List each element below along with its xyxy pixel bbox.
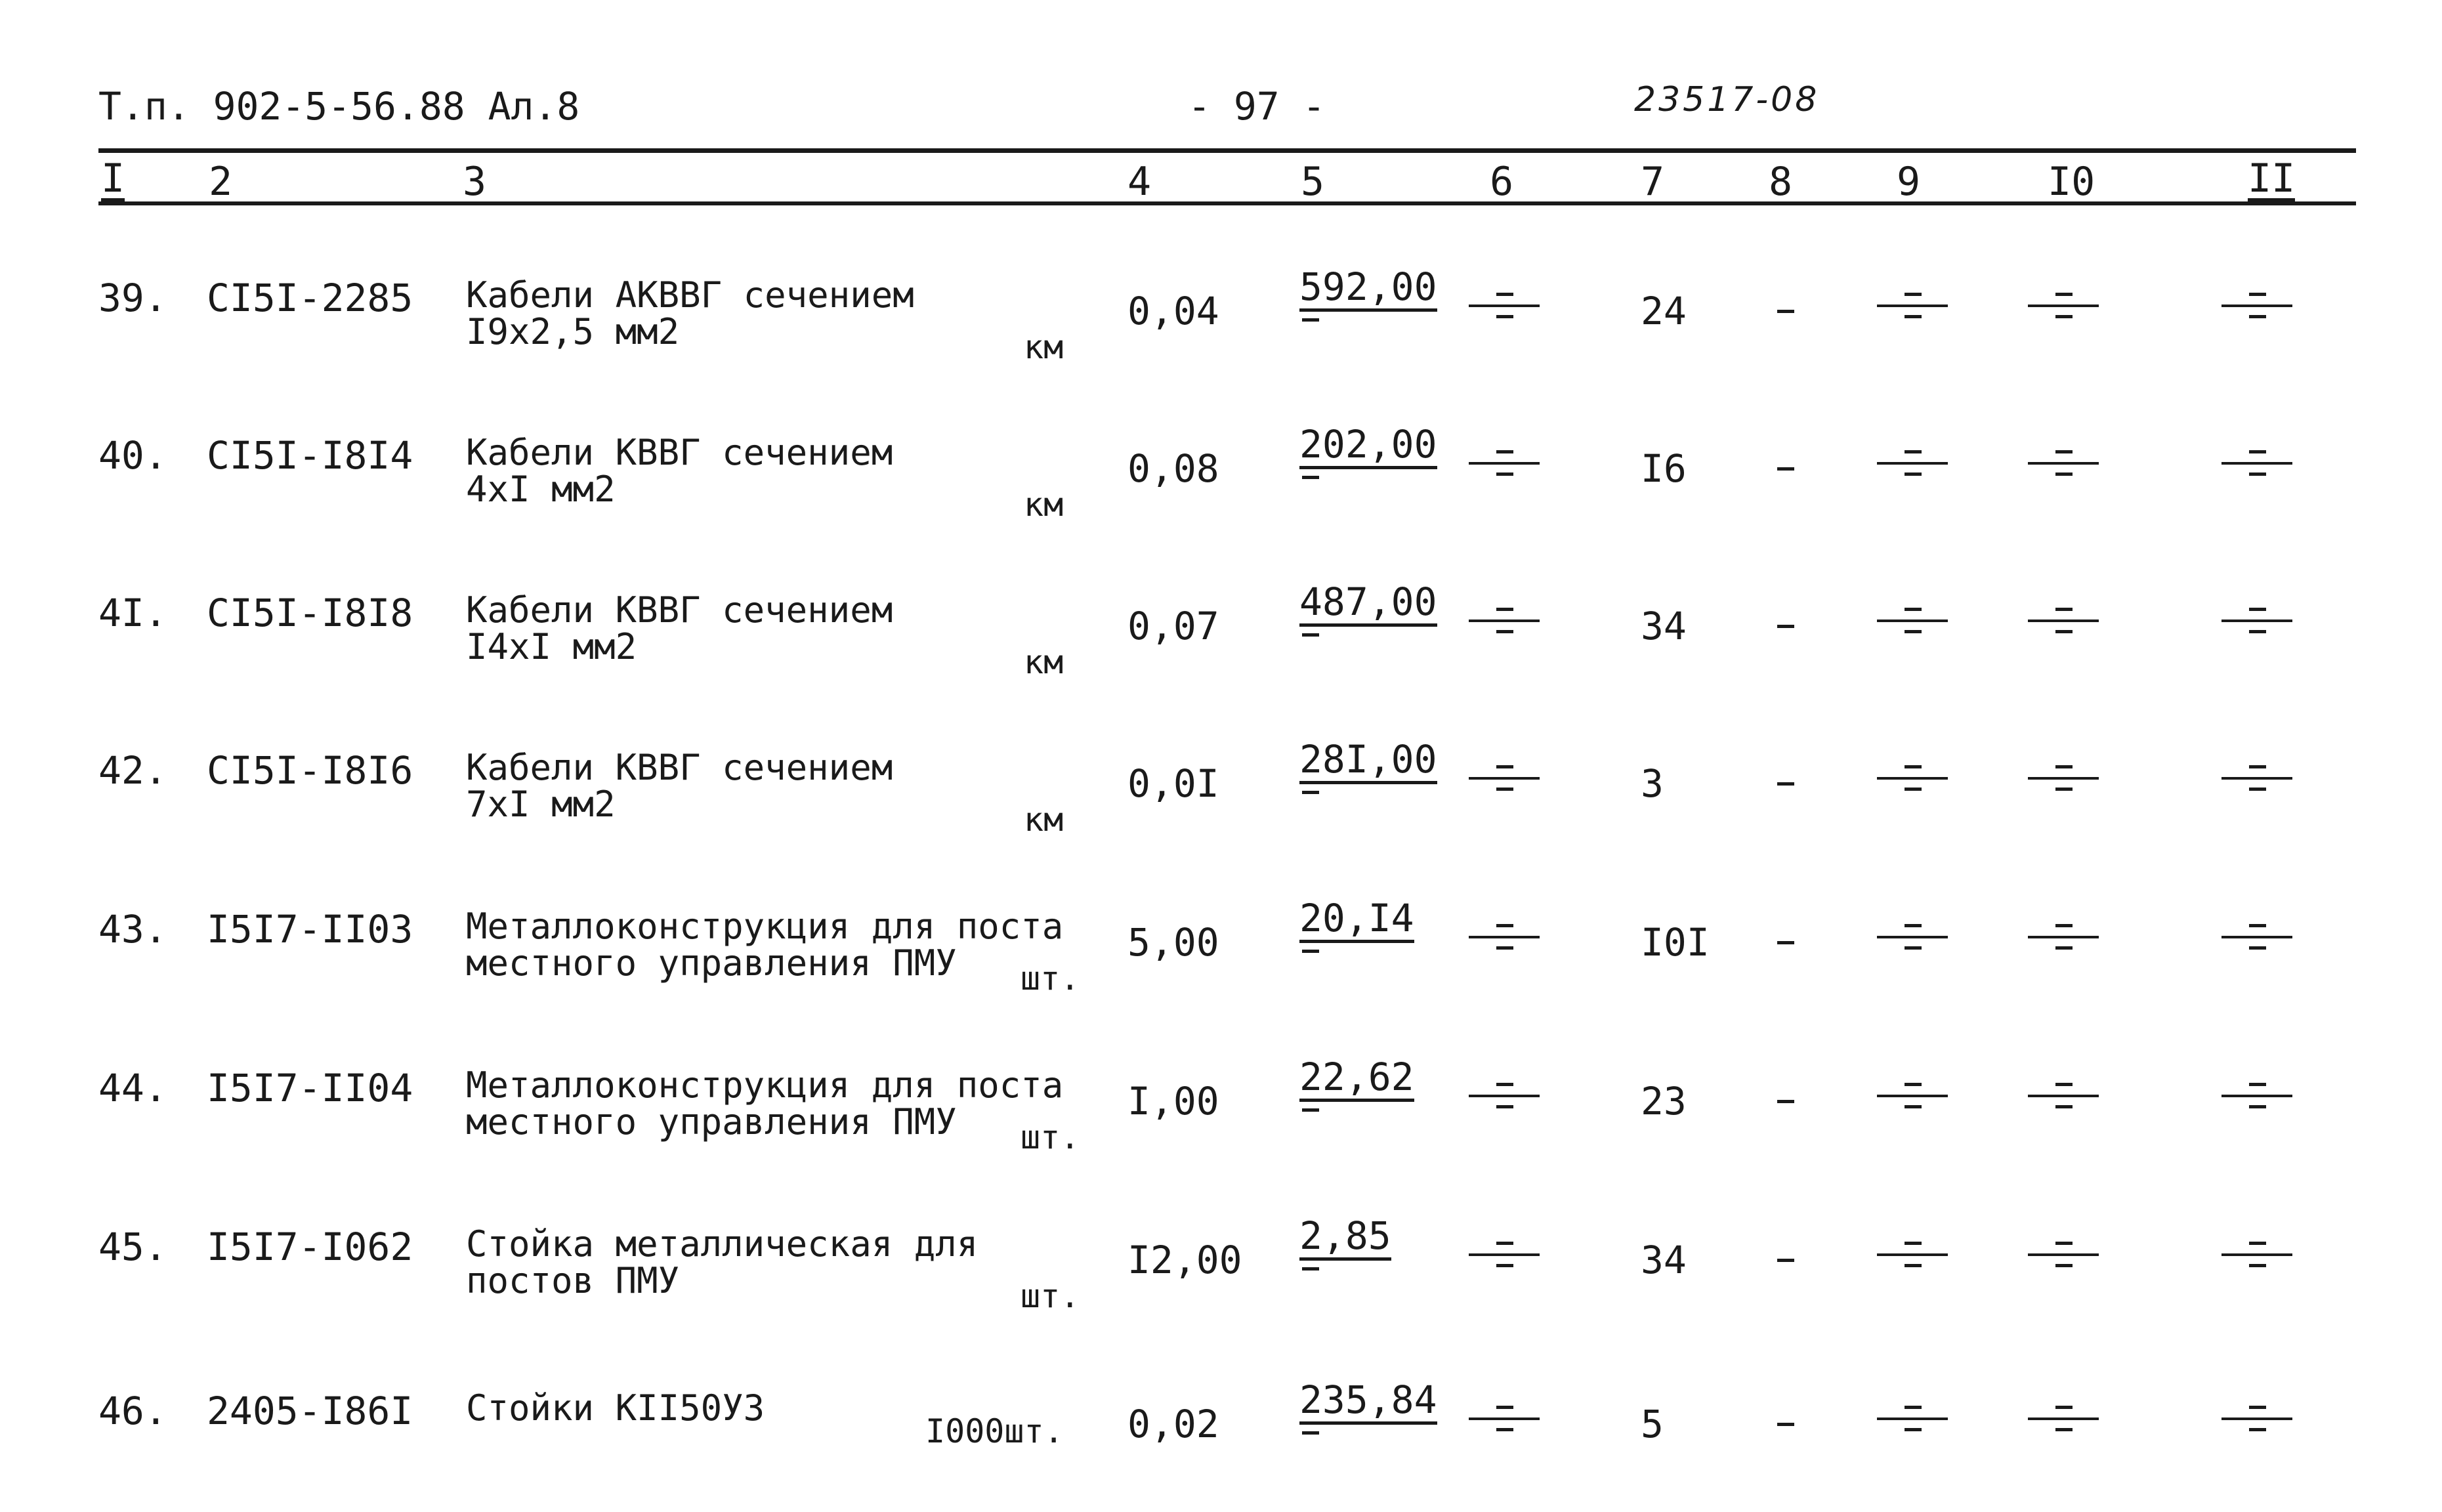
unit-of-measure: км bbox=[1024, 486, 1064, 524]
empty-mark-col9 bbox=[1877, 600, 1948, 639]
column-8-dash bbox=[1777, 625, 1794, 628]
row-number: 43. bbox=[98, 907, 167, 952]
column-7-value: 5 bbox=[1641, 1402, 1664, 1446]
empty-mark-col9 bbox=[1877, 442, 1948, 482]
unit-price bbox=[1299, 896, 1414, 963]
col-number-7: 7 bbox=[1641, 159, 1665, 205]
col-number-8: 8 bbox=[1769, 159, 1793, 205]
empty-mark-col11 bbox=[2221, 285, 2292, 324]
empty-mark-col11 bbox=[2221, 442, 2292, 482]
quantity: 0,08 bbox=[1127, 446, 1219, 491]
empty-mark-col10 bbox=[2028, 1234, 2099, 1273]
empty-mark-col9 bbox=[1877, 285, 1948, 324]
unit-of-measure: шт. bbox=[1021, 1118, 1080, 1156]
unit-of-measure: км bbox=[1024, 643, 1064, 681]
empty-mark-col10 bbox=[2028, 600, 2099, 639]
unit-price bbox=[1299, 579, 1437, 646]
empty-mark-col11 bbox=[2221, 600, 2292, 639]
unit-price bbox=[1299, 264, 1437, 331]
empty-mark-col10 bbox=[2028, 757, 2099, 797]
unit-of-measure: км bbox=[1024, 328, 1064, 366]
unit-of-measure: км bbox=[1024, 801, 1064, 839]
col-number-6: 6 bbox=[1490, 159, 1514, 205]
empty-mark-col10 bbox=[2028, 916, 2099, 956]
item-code: CI5I-I8I6 bbox=[207, 748, 413, 793]
description-line-1: Стойка металлическая для bbox=[466, 1223, 979, 1265]
header-bottom-rule bbox=[98, 201, 2356, 205]
unit-price-dash bbox=[1299, 1102, 1414, 1122]
item-code: CI5I-2285 bbox=[207, 276, 413, 320]
column-8-dash bbox=[1777, 310, 1794, 313]
item-code: 2405-I86I bbox=[207, 1389, 413, 1433]
unit-price bbox=[1299, 422, 1437, 489]
row-number: 39. bbox=[98, 276, 167, 320]
description-line-1: Кабели КВВГ сечением bbox=[466, 432, 893, 473]
col-number-1: I bbox=[101, 156, 125, 201]
description-line-1: Стойки КII50У3 bbox=[466, 1387, 765, 1429]
description-line-2: местного управления ПМУ bbox=[466, 1101, 957, 1143]
column-7-value: 3 bbox=[1641, 761, 1664, 806]
empty-mark-col10 bbox=[2028, 285, 2099, 324]
empty-mark-col6 bbox=[1469, 1234, 1540, 1273]
item-code: CI5I-I8I8 bbox=[207, 591, 413, 635]
column-8-dash bbox=[1777, 1259, 1794, 1262]
column-8-dash bbox=[1777, 941, 1794, 944]
item-code: I5I7-II04 bbox=[207, 1066, 413, 1110]
column-8-dash bbox=[1777, 1100, 1794, 1103]
col-number-10: I0 bbox=[2048, 159, 2095, 205]
description-line-2: 4хI мм2 bbox=[466, 469, 616, 510]
col-number-5: 5 bbox=[1301, 159, 1325, 205]
empty-mark-col9 bbox=[1877, 1234, 1948, 1273]
unit-price-value: 592,00 bbox=[1299, 268, 1437, 312]
empty-mark-col11 bbox=[2221, 1075, 2292, 1114]
column-8-dash bbox=[1777, 782, 1794, 786]
description-line-1: Кабели КВВГ сечением bbox=[466, 589, 893, 631]
unit-of-measure: I000шт. bbox=[925, 1412, 1064, 1450]
column-8-dash bbox=[1777, 467, 1794, 471]
header-top-rule bbox=[98, 148, 2356, 153]
description-line-2: I4хI мм2 bbox=[466, 626, 637, 667]
unit-price-dash bbox=[1299, 784, 1437, 804]
unit-price bbox=[1299, 1055, 1414, 1122]
col-number-3: 3 bbox=[463, 159, 487, 205]
row-number: 40. bbox=[98, 433, 167, 478]
description-line-1: Кабели КВВГ сечением bbox=[466, 747, 893, 788]
unit-price-value: 202,00 bbox=[1299, 425, 1437, 469]
quantity: 5,00 bbox=[1127, 920, 1219, 965]
unit-of-measure: шт. bbox=[1021, 959, 1080, 998]
column-7-value: I6 bbox=[1641, 446, 1687, 491]
col-number-9: 9 bbox=[1897, 159, 1921, 205]
unit-price-dash bbox=[1299, 312, 1437, 331]
quantity: 0,0I bbox=[1127, 761, 1219, 806]
empty-mark-col6 bbox=[1469, 600, 1540, 639]
col-number-4: 4 bbox=[1127, 159, 1152, 205]
unit-price-value: 487,00 bbox=[1299, 583, 1437, 627]
unit-price-dash bbox=[1299, 627, 1437, 646]
item-code: I5I7-I062 bbox=[207, 1225, 413, 1269]
description-line-1: Металлоконструкция для поста bbox=[466, 1064, 1064, 1106]
unit-price-value: 28I,00 bbox=[1299, 740, 1437, 784]
col-number-2: 2 bbox=[209, 159, 233, 205]
empty-mark-col11 bbox=[2221, 757, 2292, 797]
quantity: 0,02 bbox=[1127, 1402, 1219, 1446]
column-7-value: 23 bbox=[1641, 1079, 1687, 1124]
row-number: 42. bbox=[98, 748, 167, 793]
empty-mark-col6 bbox=[1469, 1398, 1540, 1437]
empty-mark-col6 bbox=[1469, 1075, 1540, 1114]
unit-price-dash bbox=[1299, 1261, 1391, 1280]
description-line-2: постов ПМУ bbox=[466, 1260, 680, 1301]
empty-mark-col9 bbox=[1877, 757, 1948, 797]
unit-price-value: 22,62 bbox=[1299, 1058, 1414, 1102]
description-line-1: Металлоконструкция для поста bbox=[466, 906, 1064, 947]
unit-of-measure: шт. bbox=[1021, 1277, 1080, 1315]
handwritten-code: 23517-08 bbox=[1634, 80, 1820, 119]
empty-mark-col11 bbox=[2221, 1234, 2292, 1273]
row-number: 46. bbox=[98, 1389, 167, 1433]
description-line-1: Кабели АКВВГ сечением bbox=[466, 274, 914, 316]
page-number: - 97 - bbox=[1188, 84, 1326, 129]
row-number: 45. bbox=[98, 1225, 167, 1269]
description-line-2: местного управления ПМУ bbox=[466, 942, 957, 984]
unit-price bbox=[1299, 1213, 1391, 1280]
unit-price-value: 235,84 bbox=[1299, 1381, 1437, 1425]
empty-mark-col10 bbox=[2028, 1075, 2099, 1114]
column-8-dash bbox=[1777, 1423, 1794, 1426]
row-number: 44. bbox=[98, 1066, 167, 1110]
empty-mark-col6 bbox=[1469, 757, 1540, 797]
empty-mark-col6 bbox=[1469, 285, 1540, 324]
empty-mark-col10 bbox=[2028, 1398, 2099, 1437]
empty-mark-col9 bbox=[1877, 1398, 1948, 1437]
column-7-value: I0I bbox=[1641, 920, 1710, 965]
unit-price-value: 2,85 bbox=[1299, 1217, 1391, 1261]
empty-mark-col10 bbox=[2028, 442, 2099, 482]
quantity: I2,00 bbox=[1127, 1238, 1242, 1282]
row-number: 4I. bbox=[98, 591, 167, 635]
empty-mark-col9 bbox=[1877, 916, 1948, 956]
empty-mark-col11 bbox=[2221, 1398, 2292, 1437]
quantity: 0,04 bbox=[1127, 289, 1219, 333]
unit-price-dash bbox=[1299, 1425, 1437, 1444]
empty-mark-col6 bbox=[1469, 442, 1540, 482]
document-reference: Т.п. 902-5-56.88 Ал.8 bbox=[98, 84, 580, 129]
empty-mark-col9 bbox=[1877, 1075, 1948, 1114]
item-code: I5I7-II03 bbox=[207, 907, 413, 952]
description-line-2: I9х2,5 мм2 bbox=[466, 311, 680, 352]
column-7-value: 34 bbox=[1641, 1238, 1687, 1282]
item-code: CI5I-I8I4 bbox=[207, 433, 413, 478]
unit-price-dash bbox=[1299, 469, 1437, 489]
quantity: I,00 bbox=[1127, 1079, 1219, 1124]
empty-mark-col11 bbox=[2221, 916, 2292, 956]
quantity: 0,07 bbox=[1127, 604, 1219, 648]
description-line-2: 7хI мм2 bbox=[466, 784, 616, 825]
column-7-value: 24 bbox=[1641, 289, 1687, 333]
col-number-11: II bbox=[2248, 156, 2296, 201]
unit-price bbox=[1299, 1377, 1437, 1444]
unit-price-value: 20,I4 bbox=[1299, 899, 1414, 943]
empty-mark-col6 bbox=[1469, 916, 1540, 956]
unit-price bbox=[1299, 737, 1437, 804]
unit-price-dash bbox=[1299, 943, 1414, 963]
column-7-value: 34 bbox=[1641, 604, 1687, 648]
